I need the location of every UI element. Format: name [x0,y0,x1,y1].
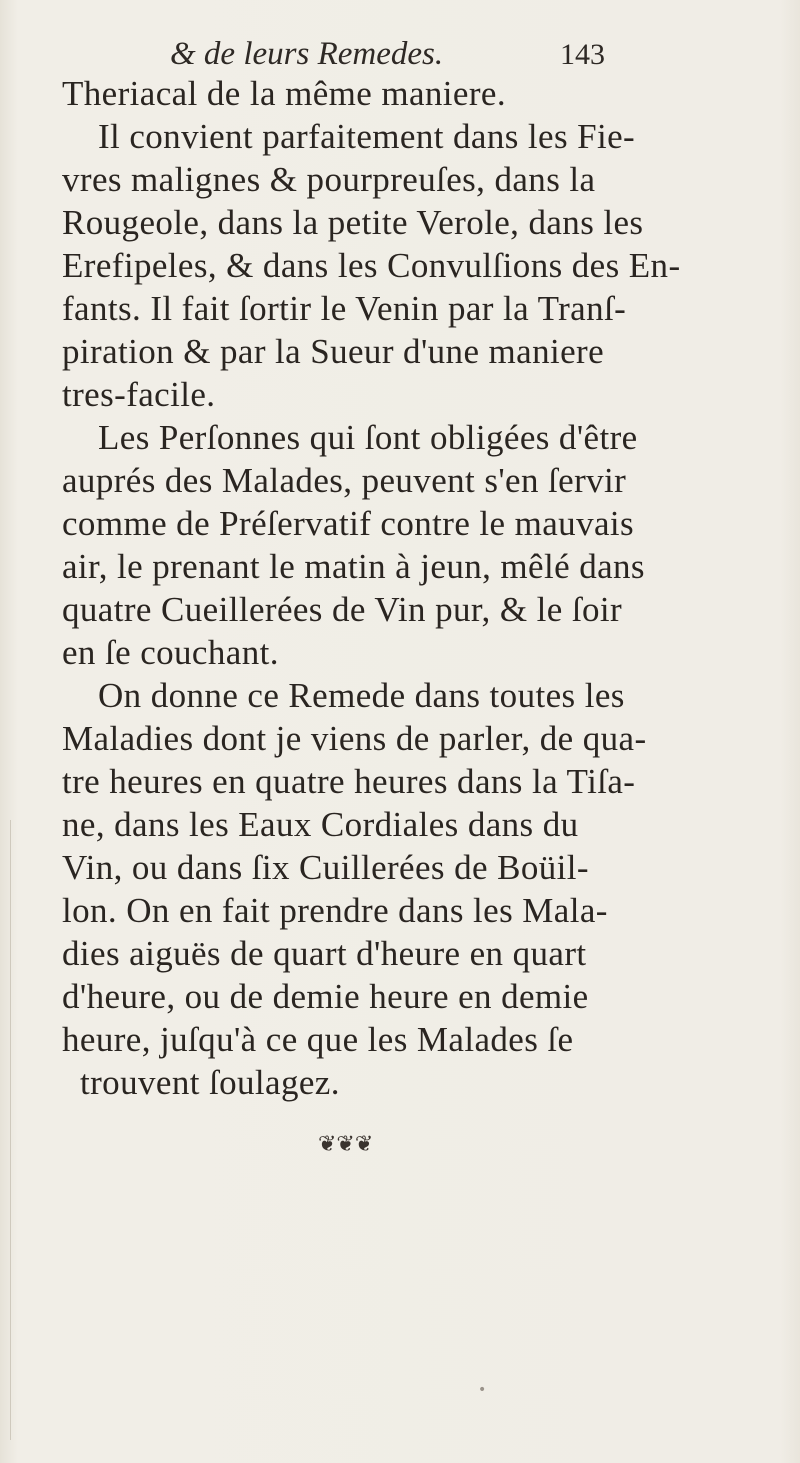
text-line: ne, dans les Eaux Cordiales dans du [62,805,579,844]
text-line: quatre Cueillerées de Vin pur, & le ſoir [62,590,623,629]
text-line: Maladies dont je viens de parler, de qua- [62,719,647,758]
text-line: auprés des Malades, peuvent s'en ſervir [62,461,627,500]
text-line: heure, juſqu'à ce que les Malades ſe [62,1020,574,1059]
text-line: tres-facile. [62,375,216,414]
page-header [0,34,800,74]
text-line: air, le prenant le matin à jeun, mêlé dans [62,547,645,586]
running-head: & de leurs Remedes. [170,36,444,72]
text-line: dies aiguës de quart d'heure en quart [62,934,587,973]
text-line: Erefipeles, & dans les Convulſions des En- [62,246,681,285]
text-line: fants. Il fait ſortir le Venin par la Tranſ- [62,289,627,328]
text-line: tre heures en quatre heures dans la Tiſa- [62,762,636,801]
text-line: Il convient parfaitement dans les Fie- [98,117,636,156]
text-line: d'heure, ou de demie heure en demie [62,977,589,1016]
text-line: On donne ce Remede dans toutes les [98,676,625,715]
page-edge-shadow [10,820,11,1440]
printer-ornament: ❦❦❦ [318,1132,374,1157]
page-number: 143 [560,38,605,71]
text-line: piration & par la Sueur d'une maniere [62,332,605,371]
text-line: lon. On en fait prendre dans les Mala- [62,891,608,930]
text-line: trouvent ſoulagez. [80,1063,340,1102]
paper-speck: • [478,1382,487,1398]
text-line: Theriacal de la même maniere. [62,74,506,113]
text-line: Rougeole, dans la petite Verole, dans les [62,203,644,242]
text-line: Les Perſonnes qui ſont obligées d'être [98,418,638,457]
text-line: Vin, ou dans ſix Cuillerées de Boüil- [62,848,589,887]
text-line: comme de Préſervatif contre le mauvais [62,504,635,543]
text-line: en ſe couchant. [62,633,279,672]
text-line: vres malignes & pourpreuſes, dans la [62,160,596,199]
